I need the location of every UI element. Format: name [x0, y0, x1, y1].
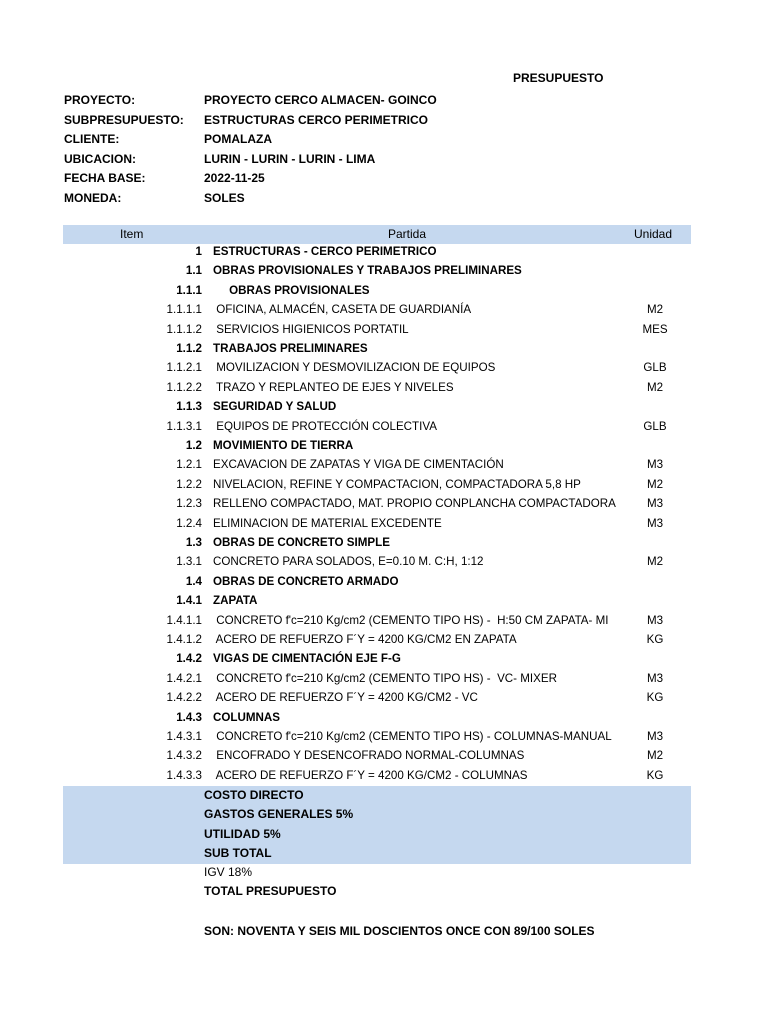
table-row — [0, 264, 768, 283]
row-item-number: 1.4.1.2 — [166, 633, 202, 646]
row-partida: COLUMNAS — [213, 710, 280, 724]
row-unidad: M2 — [646, 477, 664, 491]
row-item-number: 1.4.3.3 — [166, 768, 202, 782]
meta-value-moneda: SOLES — [204, 190, 245, 205]
row-item-number: 1.4.1 — [176, 594, 202, 608]
budget-title: PRESUPUESTO — [513, 71, 604, 85]
row-item-number: 1.4.3 — [176, 710, 202, 724]
table-row — [0, 420, 768, 439]
row-partida: CONCRETO f'c=210 Kg/cm2 (CEMENTO TIPO HS) - VC- MIXER — [213, 671, 557, 685]
table-row — [0, 633, 768, 652]
row-unidad: M3 — [646, 516, 664, 530]
row-partida: ENCOFRADO Y DESENCOFRADO NORMAL-COLUMNAS — [213, 749, 525, 763]
table-row — [0, 594, 768, 613]
table-row — [0, 749, 768, 768]
meta-value-ubicacion: LURIN - LURIN - LURIN - LIMA — [204, 151, 376, 166]
row-partida: ZAPATA — [213, 594, 258, 608]
row-unidad: M3 — [646, 730, 664, 743]
row-item-number: 1.4.2 — [176, 652, 202, 666]
row-item-number: 1.2.4 — [176, 516, 202, 530]
table-row — [0, 652, 768, 671]
table-row — [0, 478, 768, 497]
table-row — [0, 400, 768, 419]
row-unidad: M3 — [646, 613, 664, 627]
table-row — [0, 361, 768, 380]
row-item-number: 1.4.1.1 — [166, 613, 202, 627]
row-partida: TRAZO Y REPLANTEO DE EJES Y NIVELES — [213, 380, 454, 394]
row-item-number: 1.2 — [185, 439, 202, 452]
row-partida: RELLENO COMPACTADO, MAT. PROPIO CONPLANCHA COMPACTADORA — [213, 497, 616, 511]
row-item-number: 1.1.2.2 — [166, 380, 202, 394]
row-unidad: M2 — [646, 303, 664, 317]
row-item-number: 1.1.3.1 — [166, 419, 202, 433]
meta-row — [64, 169, 664, 189]
table-row — [0, 458, 768, 477]
meta-value-fecha-base: 2022-11-25 — [204, 171, 265, 185]
row-item-number: 1.4.2.1 — [166, 671, 202, 685]
meta-key-moneda: MONEDA: — [64, 190, 122, 205]
header-unidad: Unidad — [634, 227, 673, 241]
row-unidad: MES — [642, 322, 668, 336]
meta-row — [64, 111, 664, 131]
header-item: Item — [120, 227, 144, 241]
sub-total-label: SUB TOTAL — [204, 846, 272, 860]
table-row — [0, 536, 768, 555]
table-row — [0, 711, 768, 730]
row-partida: TRABAJOS PRELIMINARES — [213, 342, 368, 355]
summary-band — [63, 786, 691, 864]
table-row — [0, 555, 768, 574]
row-item-number: 1.2.2 — [176, 477, 202, 491]
row-partida: EQUIPOS DE PROTECCIÓN COLECTIVA — [213, 419, 437, 433]
meta-value-subpresupuesto: ESTRUCTURAS CERCO PERIMETRICO — [204, 112, 429, 127]
meta-value-proyecto: PROYECTO CERCO ALMACEN- GOINCO — [204, 93, 437, 107]
meta-row — [64, 150, 664, 170]
meta-value-cliente: POMALAZA — [204, 132, 272, 146]
costo-directo-label: COSTO DIRECTO — [204, 788, 304, 802]
igv-label: IGV 18% — [204, 865, 253, 879]
row-item-number: 1.4 — [185, 574, 202, 588]
table-row — [0, 497, 768, 516]
meta-row — [64, 91, 664, 111]
row-partida: ESTRUCTURAS - CERCO PERIMETRICO — [213, 245, 437, 258]
row-unidad: KG — [646, 691, 664, 705]
row-partida: NIVELACION, REFINE Y COMPACTACION, COMPACTADORA 5,8 HP — [213, 477, 581, 491]
row-item-number: 1.1.1.1 — [166, 303, 202, 317]
row-item-number: 1.2.3 — [176, 497, 202, 511]
row-item-number: 1.4.2.2 — [166, 691, 202, 705]
row-partida: VIGAS DE CIMENTACIÓN EJE F-G — [213, 652, 401, 666]
row-unidad: M3 — [646, 497, 664, 511]
row-unidad: M3 — [646, 458, 664, 472]
meta-row — [64, 189, 664, 209]
amount-in-words: SON: NOVENTA Y SEIS MIL DOSCIENTOS ONCE CON 89/100 SOLES — [204, 924, 595, 938]
row-partida: CONCRETO PARA SOLADOS, E=0.10 M. C:H, 1:12 — [213, 555, 484, 569]
row-item-number: 1.2.1 — [176, 458, 202, 472]
meta-row — [64, 130, 664, 150]
row-partida: CONCRETO f'c=210 Kg/cm2 (CEMENTO TIPO HS) - H:50 CM ZAPATA- MI — [213, 613, 609, 627]
row-partida: OBRAS DE CONCRETO ARMADO — [213, 574, 399, 588]
row-item-number: 1.3.1 — [176, 555, 202, 569]
row-partida: CONCRETO f'c=210 Kg/cm2 (CEMENTO TIPO HS) - COLUMNAS-MANUAL — [213, 730, 612, 743]
row-partida: MOVILIZACION Y DESMOVILIZACION DE EQUIPOS — [213, 361, 496, 375]
table-row — [0, 284, 768, 303]
row-partida: OBRAS PROVISIONALES — [213, 283, 370, 297]
row-unidad: KG — [646, 768, 664, 782]
table-row — [0, 730, 768, 749]
row-partida: SERVICIOS HIGIENICOS PORTATIL — [213, 322, 409, 336]
meta-key-cliente: CLIENTE: — [64, 132, 120, 146]
header-partida: Partida — [388, 227, 427, 241]
table-row — [0, 323, 768, 342]
row-partida: OBRAS DE CONCRETO SIMPLE — [213, 536, 390, 549]
table-row — [0, 691, 768, 710]
table-row — [0, 575, 768, 594]
gastos-generales-label: GASTOS GENERALES 5% — [204, 807, 354, 821]
row-partida: ACERO DE REFUERZO F´Y = 4200 KG/CM2 - COLUMNAS — [213, 768, 528, 782]
meta-key-proyecto: PROYECTO: — [64, 93, 136, 107]
row-partida: SEGURIDAD Y SALUD — [213, 400, 337, 414]
table-header-band — [63, 225, 691, 244]
table-row — [0, 245, 768, 264]
meta-key-ubicacion: UBICACION: — [64, 151, 136, 166]
table-row — [0, 381, 768, 400]
row-item-number: 1.4.3.2 — [166, 749, 202, 763]
row-partida: EXCAVACION DE ZAPATAS Y VIGA DE CIMENTACIÓN — [213, 458, 504, 472]
row-item-number: 1.3 — [185, 536, 202, 549]
row-partida: OBRAS PROVISIONALES Y TRABAJOS PRELIMINARES — [213, 264, 522, 278]
meta-key-subpresupuesto: SUBPRESUPUESTO: — [64, 112, 184, 127]
table-row — [0, 342, 768, 361]
meta-key-fecha-base: FECHA BASE: — [64, 171, 146, 185]
row-unidad: M3 — [646, 671, 664, 685]
row-partida: ACERO DE REFUERZO F´Y = 4200 KG/CM2 - VC — [213, 691, 478, 705]
row-item-number: 1.1.1.2 — [166, 322, 202, 336]
table-row — [0, 517, 768, 536]
table-row — [0, 439, 768, 458]
row-partida: ELIMINACION DE MATERIAL EXCEDENTE — [213, 516, 442, 530]
table-row — [0, 614, 768, 633]
row-item-number: 1 — [195, 245, 202, 258]
row-item-number: 1.1 — [185, 264, 202, 278]
row-unidad: GLB — [643, 361, 667, 375]
row-unidad: M2 — [646, 749, 664, 763]
row-partida: MOVIMIENTO DE TIERRA — [213, 439, 354, 452]
row-partida: OFICINA, ALMACÉN, CASETA DE GUARDIANÍA — [213, 303, 472, 317]
table-row — [0, 303, 768, 322]
total-presupuesto-label: TOTAL PRESUPUESTO — [204, 884, 337, 898]
row-item-number: 1.1.1 — [176, 283, 202, 297]
row-unidad: GLB — [643, 419, 667, 433]
row-item-number: 1.4.3.1 — [166, 730, 202, 743]
row-partida: ACERO DE REFUERZO F´Y = 4200 KG/CM2 EN ZAPATA — [213, 633, 517, 646]
row-item-number: 1.1.2.1 — [166, 361, 202, 375]
table-row — [0, 672, 768, 691]
row-item-number: 1.1.3 — [176, 400, 202, 414]
row-unidad: M2 — [646, 555, 664, 569]
row-unidad: KG — [646, 633, 664, 646]
utilidad-label: UTILIDAD 5% — [204, 827, 281, 841]
row-item-number: 1.1.2 — [176, 342, 202, 355]
row-unidad: M2 — [646, 380, 664, 394]
